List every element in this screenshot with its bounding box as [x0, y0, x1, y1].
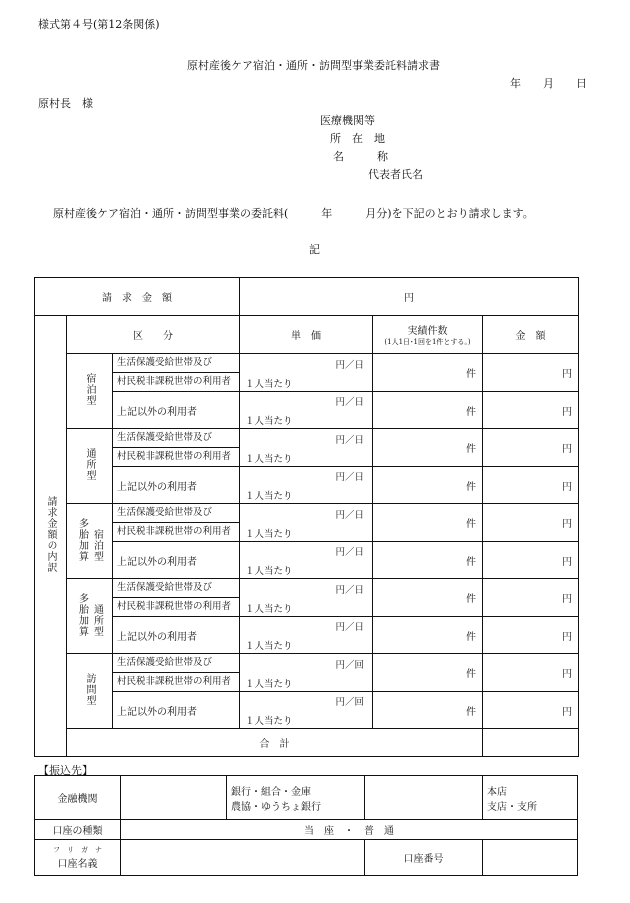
breakdown-side-label: 請求金額の内訳 — [35, 316, 67, 757]
account-number[interactable] — [483, 840, 578, 876]
addressee: 原村長 様 — [38, 97, 93, 110]
type-multiple-shukuhaku: 多胎加算 宿泊型 — [67, 504, 113, 579]
count-cell[interactable]: 件 — [373, 617, 483, 654]
welfare-users: 生活保護受給世帯及び 村民税非課税世帯の利用者 — [113, 429, 240, 467]
branch-type-options[interactable]: 本店 支店・支所 — [483, 776, 578, 820]
welfare-users: 生活保護受給世帯及び 村民税非課税世帯の利用者 — [113, 354, 240, 392]
count-cell[interactable]: 件 — [373, 354, 483, 392]
amount-cell[interactable]: 円 — [483, 504, 579, 542]
sum-amount[interactable] — [483, 729, 579, 757]
count-cell[interactable]: 件 — [373, 654, 483, 692]
total-amount-value[interactable] — [240, 278, 579, 316]
other-users: 上記以外の利用者 — [113, 617, 240, 654]
count-cell[interactable]: 件 — [373, 542, 483, 579]
col-kubun: 区 分 — [67, 316, 240, 354]
ki-label: 記 — [309, 243, 320, 256]
other-users: 上記以外の利用者 — [113, 467, 240, 504]
unit-price-cell[interactable]: １人当たり 円／日 — [240, 579, 373, 617]
type-shukuhaku: 宿泊型 — [67, 354, 113, 429]
account-type-options[interactable]: 当 座 ・ 普 通 — [121, 820, 578, 840]
welfare-users: 生活保護受給世帯及び 村民税非課税世帯の利用者 — [113, 654, 240, 692]
count-cell[interactable]: 件 — [373, 579, 483, 617]
claim-table — [34, 277, 579, 757]
account-number-label: 口座番号 — [365, 840, 483, 876]
col-kingaku: 金 額 — [483, 316, 579, 354]
branch-name[interactable] — [365, 776, 483, 820]
count-cell[interactable]: 件 — [373, 504, 483, 542]
amount-cell[interactable]: 円 — [483, 654, 579, 692]
account-holder-name[interactable] — [121, 840, 365, 876]
representative-label: 代表者氏名 — [368, 168, 423, 181]
account-type-label: 口座の種類 — [35, 820, 121, 840]
unit-price-cell[interactable]: １人当たり 円／回 — [240, 692, 373, 729]
unit-price-cell[interactable]: １人当たり 円／日 — [240, 617, 373, 654]
col-tanka: 単 価 — [240, 316, 373, 354]
count-cell[interactable]: 件 — [373, 392, 483, 429]
sum-label: 合 計 — [67, 729, 483, 757]
unit-price-cell[interactable]: １人当たり 円／日 — [240, 467, 373, 504]
amount-cell[interactable]: 円 — [483, 429, 579, 467]
other-users: 上記以外の利用者 — [113, 542, 240, 579]
bank-type-options[interactable]: 銀行・組合・金庫 農協・ゆうちょ銀行 — [227, 776, 365, 820]
institution-label: 金融機関 — [35, 776, 121, 820]
amount-cell[interactable]: 円 — [483, 542, 579, 579]
count-cell[interactable]: 件 — [373, 692, 483, 729]
other-users: 上記以外の利用者 — [113, 392, 240, 429]
amount-cell[interactable]: 円 — [483, 392, 579, 429]
col-jisseki: 実績件数 (1人1日･1回を1件とする。) — [373, 316, 483, 354]
unit-price-cell[interactable]: １人当たり 円／日 — [240, 429, 373, 467]
document-title: 原村産後ケア宿泊・通所・訪問型事業委託料請求書 — [187, 59, 440, 72]
date-field: 年 月 日 — [510, 77, 587, 90]
type-multiple-tsusho: 多胎加算 通所型 — [67, 579, 113, 654]
amount-cell[interactable]: 円 — [483, 692, 579, 729]
unit-price-cell[interactable]: １人当たり 円／日 — [240, 392, 373, 429]
count-cell[interactable]: 件 — [373, 467, 483, 504]
bank-section-label: 【振込先】 — [38, 764, 93, 777]
bank-table — [34, 775, 578, 876]
institution-name[interactable] — [121, 776, 227, 820]
form-number: 様式第４号(第12条関係) — [38, 18, 160, 31]
intro-text: 原村産後ケア宿泊・通所・訪問型事業の委託料( 年 月分)を下記のとおり請求します。 — [53, 207, 534, 220]
unit-price-cell[interactable]: １人当たり 円／日 — [240, 542, 373, 579]
address-label: 所 在 地 — [330, 132, 385, 145]
welfare-users: 生活保護受給世帯及び 村民税非課税世帯の利用者 — [113, 579, 240, 617]
welfare-users: 生活保護受給世帯及び 村民税非課税世帯の利用者 — [113, 504, 240, 542]
total-amount-label: 請 求 金 額 — [35, 278, 240, 316]
yen-unit: 円 — [404, 293, 415, 304]
unit-price-cell[interactable]: １人当たり 円／日 — [240, 354, 373, 392]
account-holder-label: フ リ ガ ナ 口座名義 — [35, 840, 121, 876]
name-label: 名 称 — [333, 150, 388, 163]
amount-cell[interactable]: 円 — [483, 467, 579, 504]
other-users: 上記以外の利用者 — [113, 692, 240, 729]
count-cell[interactable]: 件 — [373, 429, 483, 467]
amount-cell[interactable]: 円 — [483, 617, 579, 654]
type-tsusho: 通所型 — [67, 429, 113, 504]
type-homon: 訪問型 — [67, 654, 113, 729]
org-label: 医療機関等 — [320, 114, 375, 127]
unit-price-cell[interactable]: １人当たり 円／回 — [240, 654, 373, 692]
unit-price-cell[interactable]: １人当たり 円／日 — [240, 504, 373, 542]
amount-cell[interactable]: 円 — [483, 354, 579, 392]
amount-cell[interactable]: 円 — [483, 579, 579, 617]
